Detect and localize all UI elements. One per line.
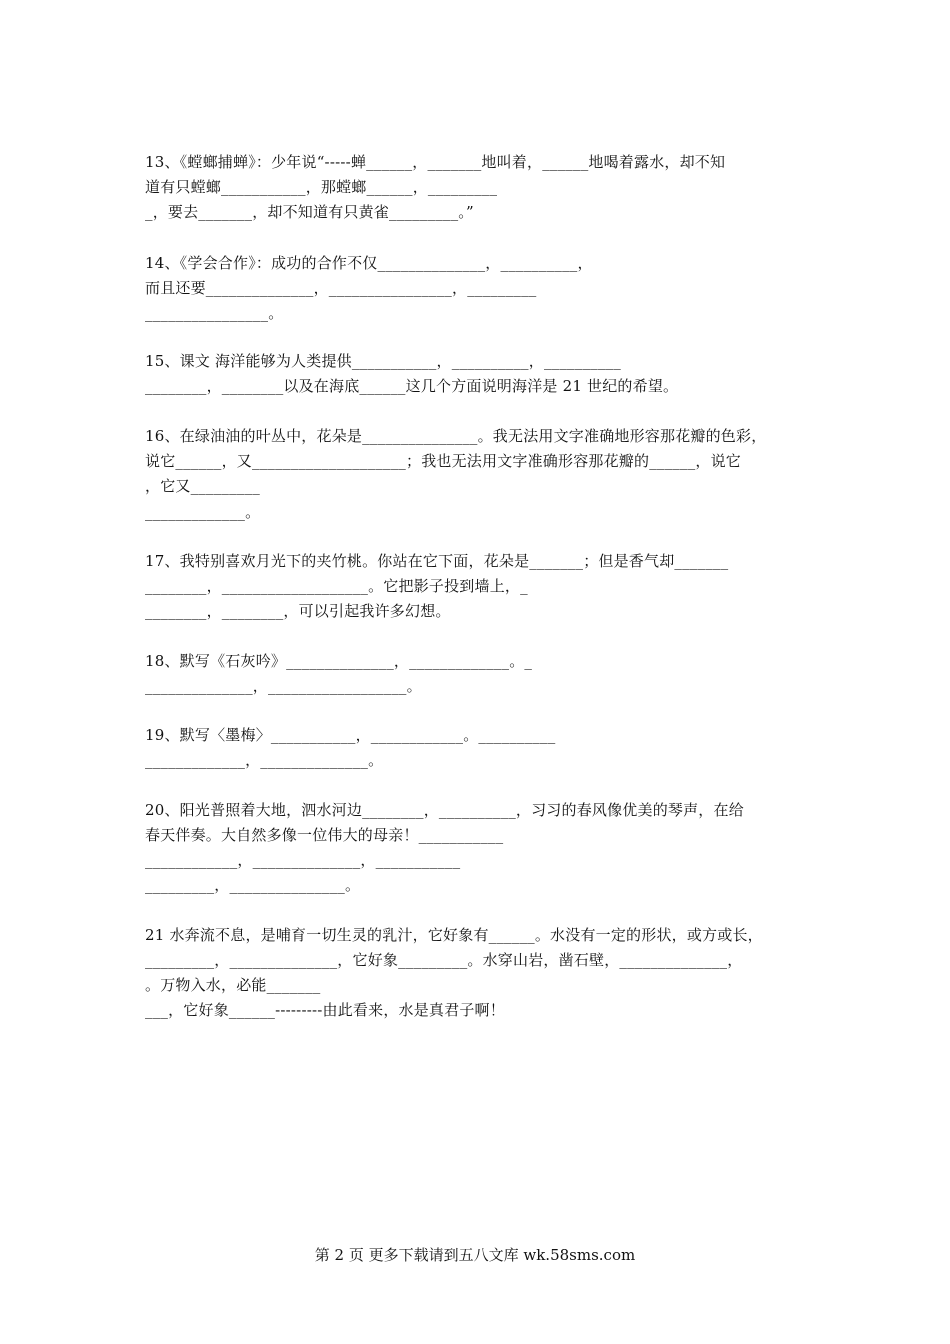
page-footer: 第 2 页 更多下载请到五八文库 wk.58sms.com — [314, 1246, 636, 1264]
q21-line-3: 。万物入水，必能_______ — [145, 976, 321, 994]
q17-line-1: 17、我特别喜欢月光下的夹竹桃。你站在它下面，花朵是_______；但是香气却_______ — [145, 552, 729, 570]
q15-line-2: ________，________以及在海底______这几个方面说明海洋是 21 世纪的希望。 — [145, 377, 679, 395]
q20-line-4: _________，_______________。 — [145, 876, 361, 894]
q19-line-2: _____________，______________。 — [145, 751, 384, 769]
q20-line-1: 20、阳光普照着大地，泗水河边________，__________，习习的春风像优美的琴声，在给 — [145, 801, 744, 819]
q15-line-1: 15、课文 海洋能够为人类提供___________，__________，__________ — [145, 352, 621, 370]
q17-line-3: ________，________，可以引起我许多幻想。 — [145, 602, 451, 620]
q18-line-2: ______________，__________________。 — [145, 677, 422, 695]
q17-line-2: ________，___________________。它把影子投到墙上，_ — [145, 577, 528, 595]
q21-line-2: _________，______________，它好象_________。水穿山岩，凿石壁，______________， — [145, 951, 743, 969]
q20-line-2: 春天伴奏。大自然多像一位伟大的母亲！___________ — [145, 826, 504, 844]
q14-line-2: 而且还要______________，________________，_________ — [145, 279, 537, 297]
q13-line-3: _，要去_______，却不知道有只黄雀_________。” — [145, 203, 474, 221]
q14-line-1: 14、《学会合作》：成功的合作不仅______________，__________， — [145, 254, 593, 272]
q14-line-3: ________________。 — [145, 304, 284, 322]
q16-line-4: _____________。 — [145, 503, 261, 521]
q18-line-1: 18、默写《石灰吟》______________，_____________。_ — [145, 652, 533, 670]
q16-line-1: 16、在绿油油的叶丛中，花朵是_______________。我无法用文字准确地形容那花瓣的色彩， — [145, 427, 767, 445]
q13-line-1: 13、《螳螂捕蝉》：少年说“-----蝉______，_______地叫着，______地喝着露水，却不知 — [145, 153, 726, 171]
q16-line-3: ，它又_________ — [145, 477, 260, 495]
q21-line-4: ___，它好象______---------由此看来，水是真君子啊！ — [145, 1001, 505, 1019]
q21-line-1: 21 水奔流不息，是哺育一切生灵的乳汁，它好象有______。水没有一定的形状，或方或长， — [145, 926, 763, 944]
q20-line-3: ____________，______________，___________ — [145, 851, 461, 869]
q19-line-1: 19、默写〈墨梅〉___________，____________。__________ — [145, 726, 556, 744]
q16-line-2: 说它______，又____________________；我也无法用文字准确形容那花瓣的______，说它 — [145, 452, 742, 470]
q13-line-2: 道有只螳螂___________，那螳螂______，_________ — [145, 178, 498, 196]
